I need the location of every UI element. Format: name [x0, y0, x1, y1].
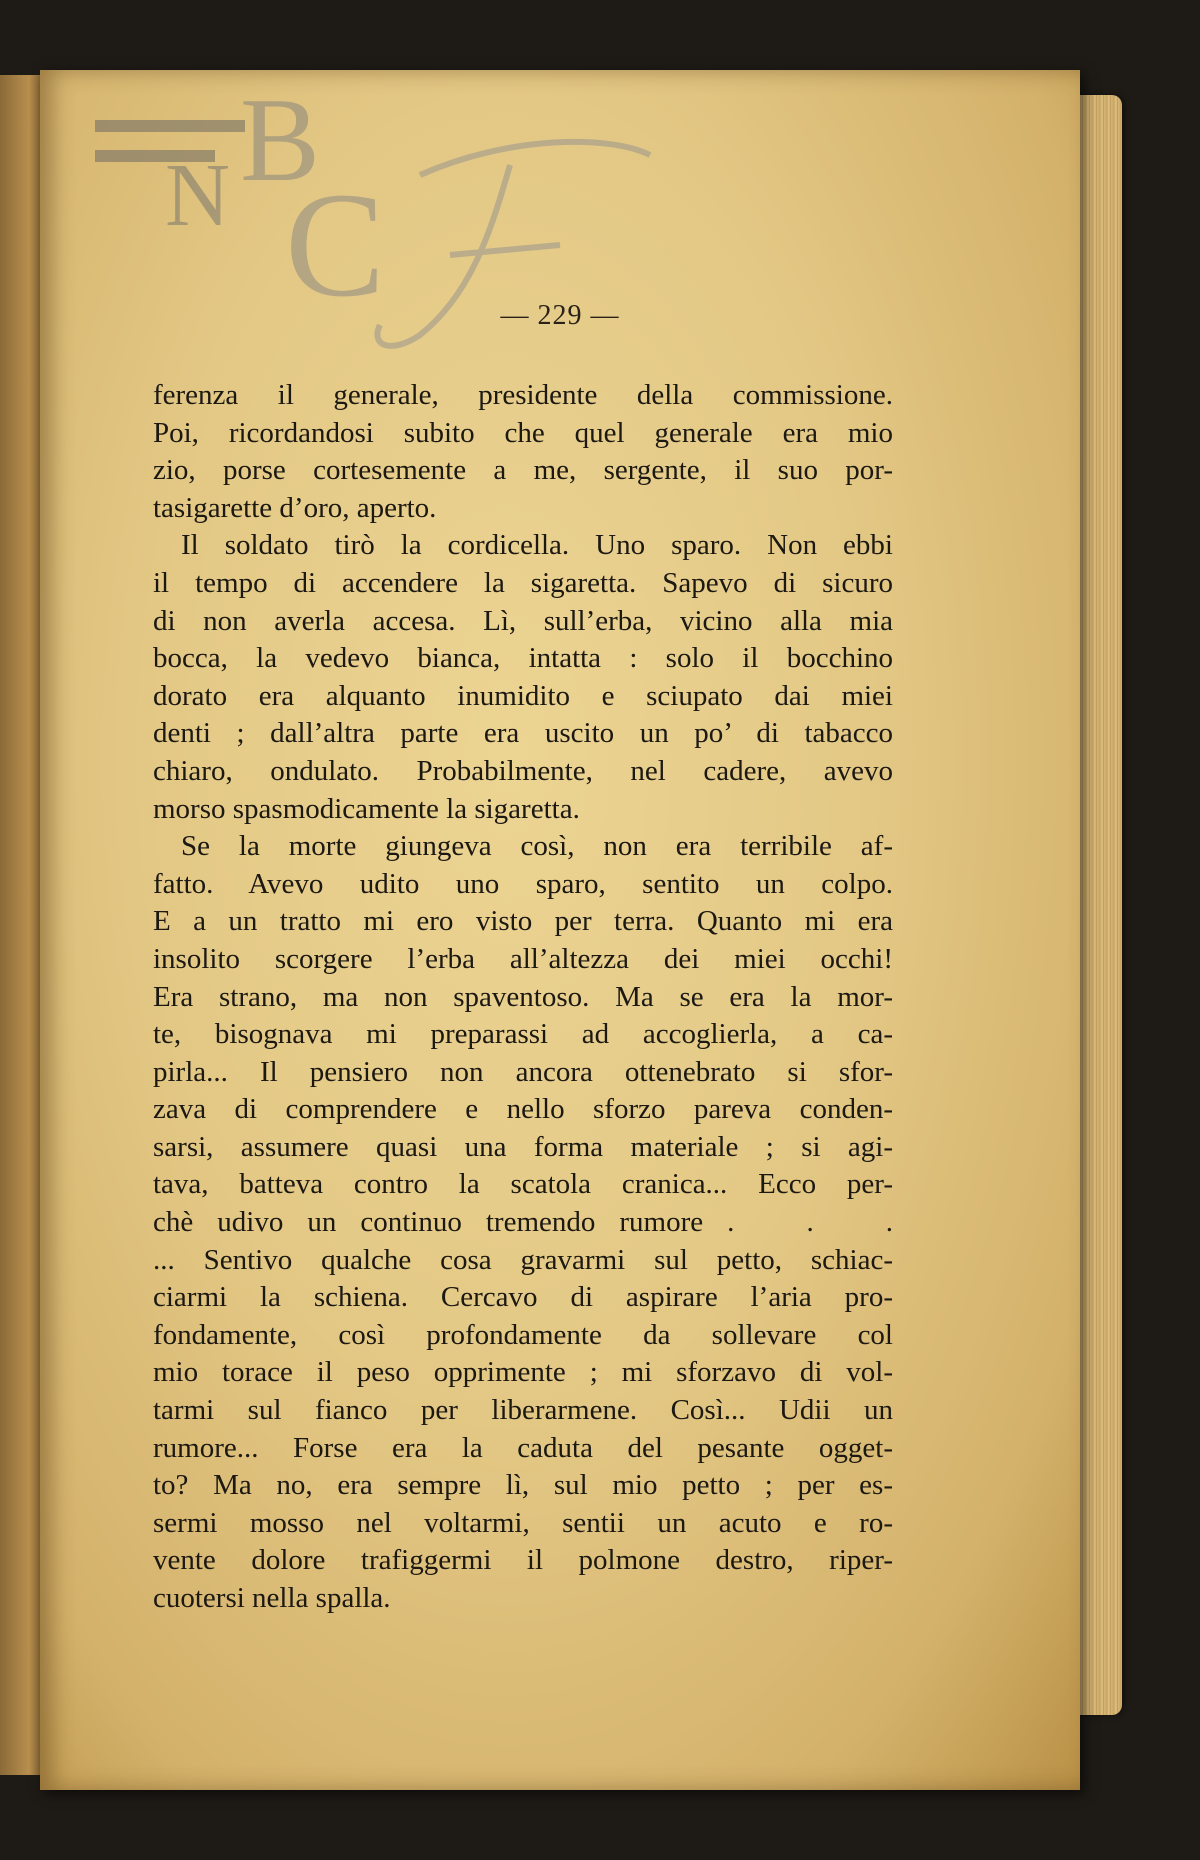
text-line: zava di comprendere e nello sforzo pareva conden-: [153, 1093, 893, 1126]
svg-text:B: B: [240, 95, 321, 206]
text-line: Poi, ricordandosi subito che quel generale era mio: [153, 416, 893, 449]
text-line: morso spasmodicamente la sigaretta.: [153, 792, 580, 825]
text-line: di non averla accesa. Lì, sull’erba, vicino alla mia: [153, 604, 893, 637]
text-line: dorato era alquanto inumidito e sciupato dai miei: [153, 679, 893, 712]
page-number: — 229 —: [500, 300, 620, 331]
text-line: tava, batteva contro la scatola cranica... Ecco per-: [153, 1168, 893, 1201]
text-line: zio, porse cortesemente a me, sergente, il suo por-: [153, 454, 893, 487]
text-line: ... Sentivo qualche cosa gravarmi sul petto, schiac-: [153, 1243, 893, 1276]
text-line: vente dolore trafiggermi il polmone destro, riper-: [153, 1544, 893, 1577]
text-line: il tempo di accendere la sigaretta. Sapevo di sicuro: [153, 566, 893, 599]
text-line: E a un tratto mi ero visto per terra. Quanto mi era: [153, 905, 893, 938]
text-line: fatto. Avevo udito uno sparo, sentito un colpo.: [153, 867, 893, 900]
text-line: Era strano, ma non spaventoso. Ma se era la mor-: [153, 980, 893, 1013]
text-line: chiaro, ondulato. Probabilmente, nel cadere, avevo: [153, 754, 893, 787]
text-line: rumore... Forse era la caduta del pesante ogget-: [153, 1431, 893, 1464]
text-line: insolito scorgere l’erba all’altezza dei miei occhi!: [153, 942, 893, 975]
text-line: sermi mosso nel voltarmi, sentii un acuto e ro-: [153, 1506, 893, 1539]
text-line: mio torace il peso opprimente ; mi sforzavo di vol-: [153, 1356, 893, 1389]
book-page: [40, 70, 1080, 1790]
svg-text:N: N: [165, 146, 230, 245]
text-line: to? Ma no, era sempre lì, sul mio petto ; per es-: [153, 1469, 893, 1502]
library-watermark-logo: [90, 95, 740, 395]
text-line: Se la morte giungeva così, non era terribile af-: [181, 830, 893, 863]
text-line: sarsi, assumere quasi una forma materiale ; si agi-: [153, 1130, 893, 1163]
text-line: pirla... Il pensiero non ancora ottenebrato si sfor-: [153, 1055, 893, 1088]
text-line: fondamente, così profondamente da sollevare col: [153, 1318, 893, 1351]
text-line: cuotersi nella spalla.: [153, 1582, 391, 1614]
text-line: bocca, la vedevo bianca, intatta : solo il bocchino: [153, 642, 893, 675]
text-line: tasigarette d’oro, aperto.: [153, 491, 437, 524]
text-line: te, bisognava mi preparassi ad accoglierla, a ca-: [153, 1018, 893, 1051]
text-line: ciarmi la schiena. Cercavo di aspirare l’aria pro-: [153, 1281, 893, 1314]
svg-text:C: C: [285, 162, 386, 328]
text-line: tarmi sul fianco per liberarmene. Così... Udii un: [153, 1394, 893, 1427]
text-line: denti ; dall’altra parte era uscito un po’ di tabacco: [153, 717, 893, 750]
text-line: ferenza il generale, presidente della commissione.: [153, 379, 893, 411]
text-line: Il soldato tirò la cordicella. Uno sparo. Non ebbi: [181, 529, 893, 562]
text-line: chè udivo un continuo tremendo rumore . . .: [153, 1206, 893, 1239]
body-text: [153, 377, 893, 1618]
